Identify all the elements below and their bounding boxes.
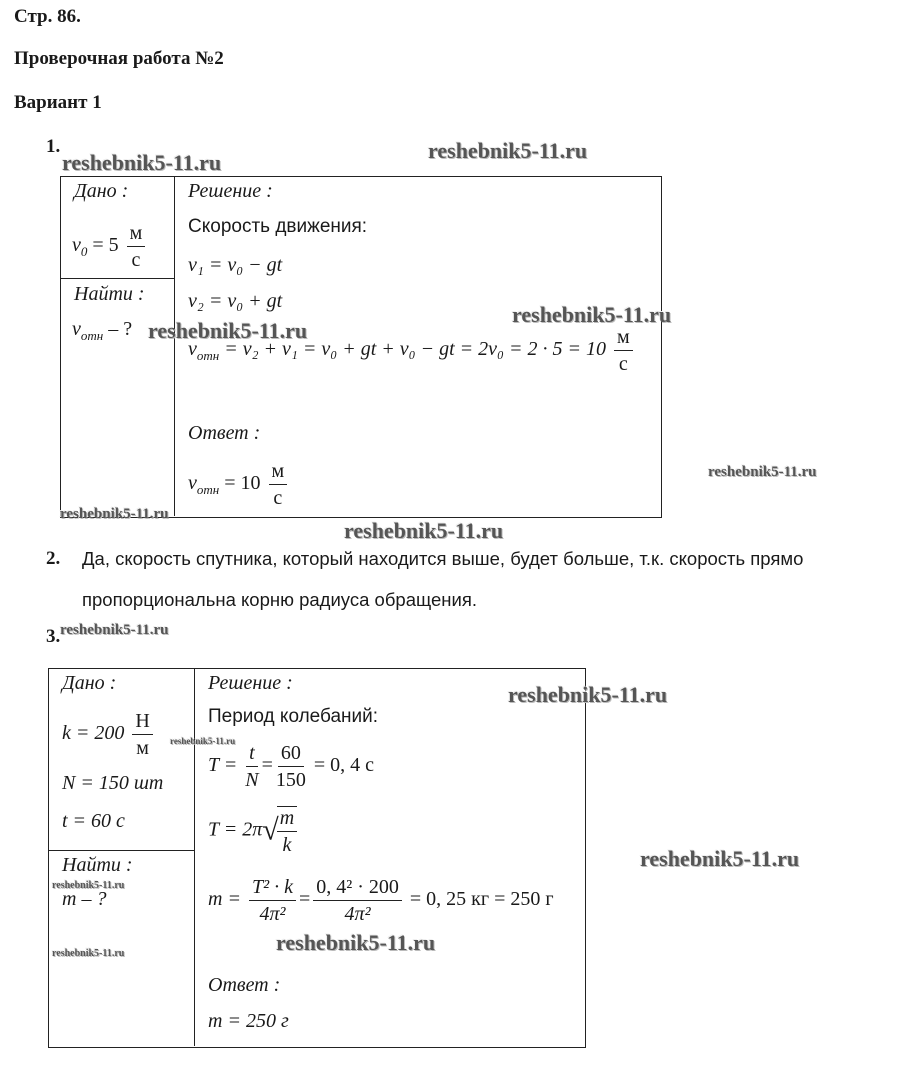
task3-answer: m = 250 г — [208, 1010, 289, 1032]
watermark: reshebnik5-11.ru — [62, 150, 222, 175]
task1-eq2: v₂ = v₀ + gt — [188, 290, 283, 312]
watermark: reshebnik5-11.ru — [52, 948, 125, 959]
task1-find-label: Найти : — [74, 283, 145, 305]
task1-answer: $v_{отн} = 10$ $\frac{м}{с}$ — [188, 460, 290, 509]
watermark: reshebnik5-11.ru — [170, 736, 236, 746]
watermark: reshebnik5-11.ru — [52, 880, 125, 891]
task3-answer-label: Ответ : — [208, 974, 281, 996]
task3-given-t: t = 60 с — [62, 810, 125, 832]
task3-period-formula: T = $\frac{t}{N}$ = $\frac{60}{150}$ = 0, 4 с — [208, 742, 375, 791]
task3-given-k: k = 200 $\frac{Н}{м}$ — [62, 710, 156, 759]
variant-title: Вариант 1 — [14, 92, 102, 113]
task1-find-var: $v_{отн}$ – ? — [72, 318, 133, 343]
task3-given-divider — [48, 850, 194, 851]
task3-mass-formula: m = $\frac{\text{T² · k}}{\text{4π²}}$ = $\frac{\text{0, 4² · 200}}{\text{4π²}}$ = 0, 25 кг = 250 г — [208, 876, 554, 925]
task3-number: 3. — [46, 626, 61, 647]
task1-given-divider — [60, 278, 174, 279]
task1-solution-label: Решение : — [188, 180, 273, 202]
task1-speed-title: Скорость движения: — [188, 216, 368, 237]
task2-line2: пропорциональна корню радиуса обращения. — [82, 589, 478, 610]
page-number: Стр. 86. — [14, 6, 81, 27]
watermark: reshebnik5-11.ru — [708, 464, 817, 480]
watermark: reshebnik5-11.ru — [276, 930, 436, 955]
watermark: reshebnik5-11.ru — [428, 138, 588, 163]
task3-given-n: N = 150 шт — [62, 772, 164, 794]
task3-find-var: m – ? — [62, 888, 107, 910]
task3-find-label: Найти : — [62, 854, 133, 876]
watermark: reshebnik5-11.ru — [508, 682, 668, 707]
watermark: reshebnik5-11.ru — [640, 846, 800, 871]
task1-divider — [174, 176, 175, 516]
watermark: reshebnik5-11.ru — [60, 506, 169, 522]
task2-number: 2. — [46, 548, 61, 569]
task1-eq1: v₁ = v₀ − gt — [188, 254, 283, 276]
task1-eq3: $v_{отн} = v_2 + v_1 = v_0$ + gt + v₀ − gt = 2v₀ = 2 · 5 = 10 $\frac{м}{с}$ — [188, 326, 636, 375]
work-title: Проверочная работа №2 — [14, 48, 224, 69]
task3-period-title: Период колебаний: — [208, 706, 379, 727]
task1-answer-label: Ответ : — [188, 422, 261, 444]
watermark: reshebnik5-11.ru — [344, 518, 504, 543]
task3-given-label: Дано : — [62, 672, 117, 694]
watermark: reshebnik5-11.ru — [60, 622, 169, 638]
task1-given-label: Дано : — [74, 180, 129, 202]
watermark: reshebnik5-11.ru — [148, 318, 308, 343]
task1-given-v0: $v_0 = 5$ $\frac{м}{с}$ — [72, 222, 148, 271]
watermark: reshebnik5-11.ru — [512, 302, 672, 327]
task3-divider — [194, 668, 195, 1046]
task3-period-sqrt: T = 2π√ $\frac{m}{k}$ — [208, 806, 300, 856]
task2-line1: Да, скорость спутника, который находится выше, будет больше, т.к. скорость прямо — [82, 548, 804, 569]
task3-solution-label: Решение : — [208, 672, 293, 694]
task1-number: 1. — [46, 136, 61, 157]
